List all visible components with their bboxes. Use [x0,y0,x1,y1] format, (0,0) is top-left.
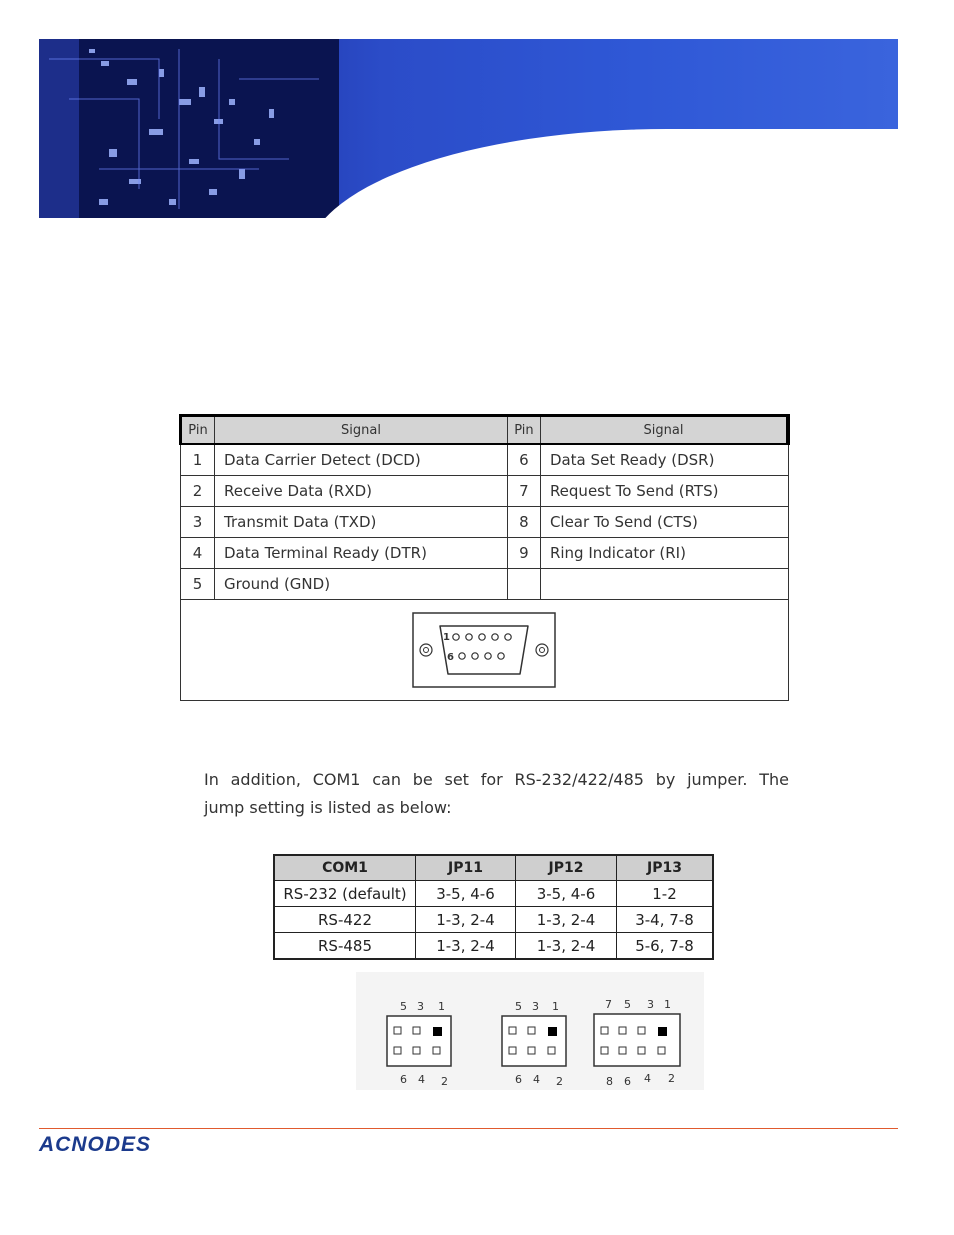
pin1-label: 1 [443,632,451,643]
jumper-pin-label: 4 [418,1073,425,1086]
jumper-pin-label: 5 [400,1000,407,1013]
table-header-row [274,855,713,881]
pin-number: 5 [181,569,215,600]
table-row [274,907,713,933]
signal-name: Data Terminal Ready (DTR) [215,538,508,569]
jumper-pin-label: 4 [533,1073,540,1086]
table-row [274,881,713,907]
signal-name: Ground (GND) [215,569,508,600]
pin6-label: 6 [447,652,455,663]
signal-name: Data Set Ready (DSR) [540,444,788,476]
pin-number: 9 [507,538,540,569]
table-cell: 1-3, 2-4 [416,933,516,960]
signal-name [540,569,788,600]
serial-pin-table [179,414,790,701]
paragraph-line: jump setting is listed as below: [204,798,452,817]
pin-number [507,569,540,600]
jumper-pin-label: 3 [417,1000,424,1013]
jumper-pin-label: 2 [441,1075,448,1088]
column-header: Pin [507,416,540,445]
table-row [274,933,713,960]
signal-name: Transmit Data (TXD) [215,507,508,538]
signal-name: Data Carrier Detect (DCD) [215,444,508,476]
jumper-pin-label: 6 [515,1073,522,1086]
db9-connector-diagram [412,612,556,688]
table-row [181,538,789,569]
table-row [181,507,789,538]
column-header: JP13 [617,855,714,881]
logo-text: ACNODES [39,1133,152,1156]
table-cell: 1-3, 2-4 [516,933,617,960]
table-cell: 3-4, 7-8 [617,907,714,933]
signal-name: Request To Send (RTS) [540,476,788,507]
table-cell: RS-422 [274,907,416,933]
table-cell: 1-3, 2-4 [516,907,617,933]
pin-number: 1 [181,444,215,476]
acnodes-logo [39,1133,151,1157]
jumper-pin-label: 8 [606,1075,613,1088]
table-cell: 3-5, 4-6 [416,881,516,907]
column-header: Signal [215,416,508,445]
jumper-pin-label: 3 [647,998,654,1011]
footer-rule [39,1128,898,1129]
column-header: JP11 [416,855,516,881]
signal-name: Receive Data (RXD) [215,476,508,507]
pin-number: 6 [507,444,540,476]
jumper-pin-label: 2 [556,1075,563,1088]
jumper-diagram-svg [356,972,704,1090]
table-header-row [181,416,789,445]
jumper-pin-label: 6 [624,1075,631,1088]
jumper-pin-label: 5 [624,998,631,1011]
table-cell: RS-232 (default) [274,881,416,907]
column-header: Pin [181,416,215,445]
jumper-intro-paragraph [204,766,789,822]
connector-row [181,600,789,701]
table-cell: RS-485 [274,933,416,960]
banner-swoosh [307,129,898,218]
jp12-header [502,1016,566,1066]
pin-number: 8 [507,507,540,538]
table-row [181,444,789,476]
signal-name: Ring Indicator (RI) [540,538,788,569]
connector-cell [181,600,789,701]
com-jumper-table [273,854,714,960]
jumper-pin-label: 1 [438,1000,445,1013]
jumper-pin-label: 5 [515,1000,522,1013]
pin-number: 4 [181,538,215,569]
table-cell: 5-6, 7-8 [617,933,714,960]
pin-number: 7 [507,476,540,507]
header-banner [39,39,898,218]
jumper-pin-label: 2 [668,1072,675,1085]
circuit-board-image [39,39,339,218]
table-row [181,476,789,507]
table-cell: 1-2 [617,881,714,907]
jumper-pin-label: 7 [605,998,612,1011]
pin-number: 2 [181,476,215,507]
column-header: COM1 [274,855,416,881]
jumper-pin-label: 3 [532,1000,539,1013]
jp13-header [594,1014,680,1066]
jumper-pin-label: 6 [400,1073,407,1086]
table-cell: 3-5, 4-6 [516,881,617,907]
paragraph-line: In addition, COM1 can be set for RS-232/422/485 by jumper. The [204,770,789,789]
jumper-pin-label: 1 [664,998,671,1011]
column-header: Signal [540,416,788,445]
column-header: JP12 [516,855,617,881]
jumper-pin-label: 1 [552,1000,559,1013]
signal-name: Clear To Send (CTS) [540,507,788,538]
pin-number: 3 [181,507,215,538]
jp11-header [387,1016,451,1066]
table-row [181,569,789,600]
jumper-pin-label: 4 [644,1072,651,1085]
table-cell: 1-3, 2-4 [416,907,516,933]
jumper-diagrams [356,972,704,1090]
